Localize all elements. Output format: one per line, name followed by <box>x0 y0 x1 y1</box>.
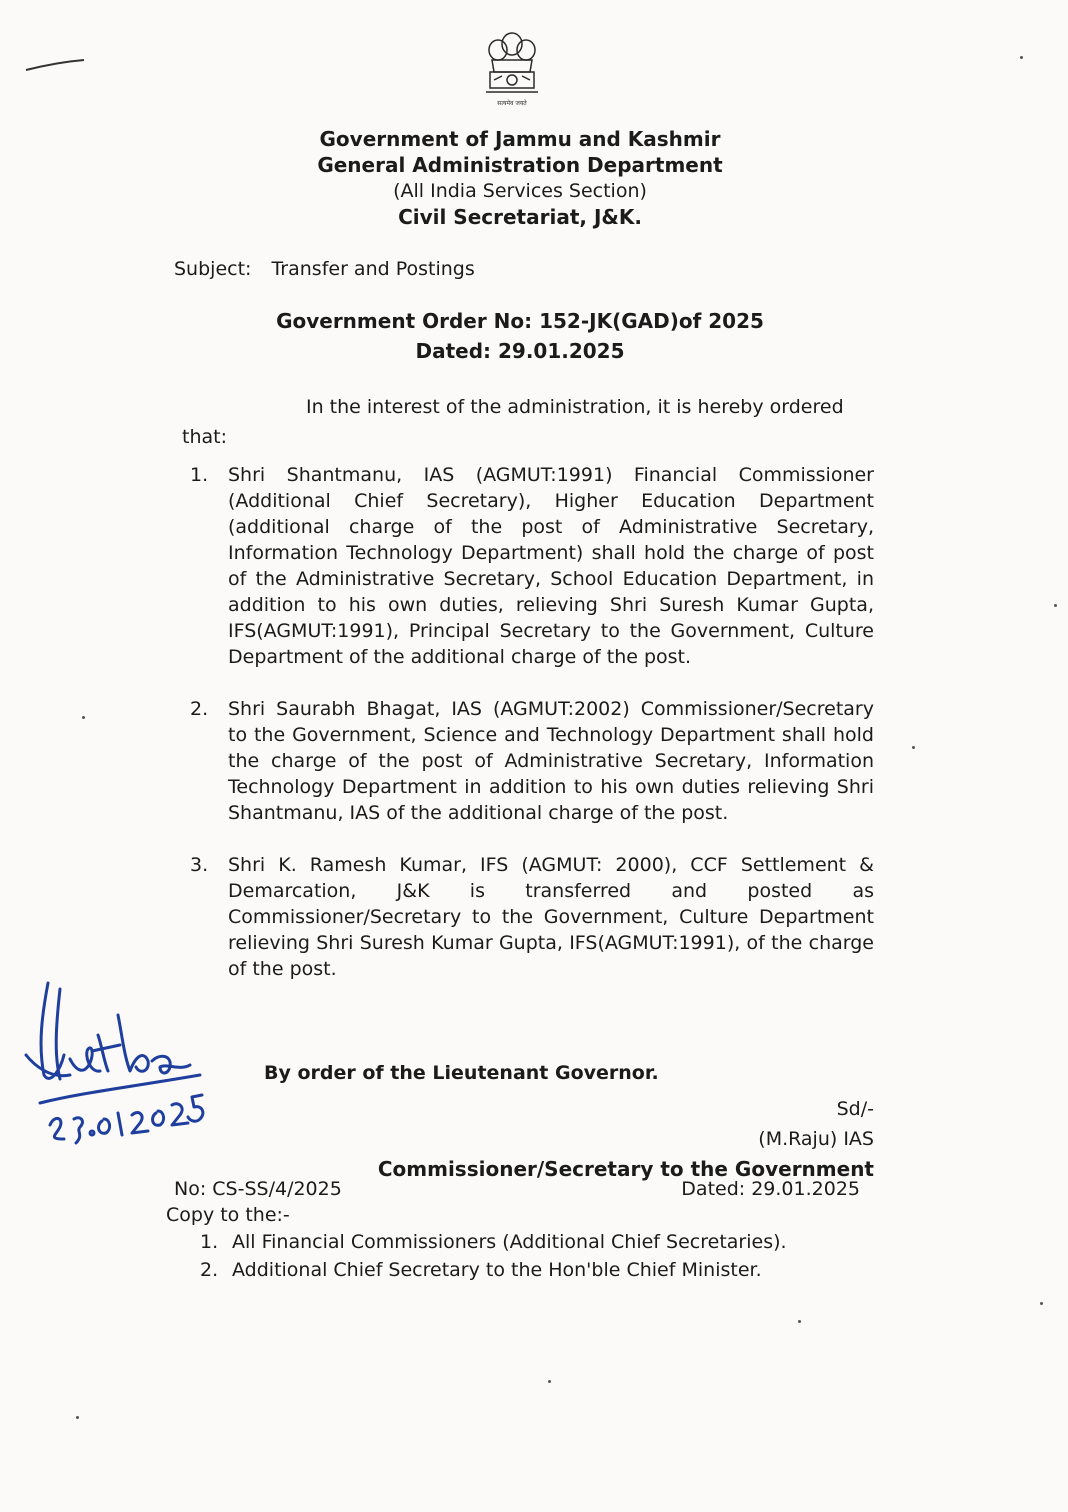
item-number: 2. <box>190 698 209 720</box>
subject-text: Transfer and Postings <box>271 258 475 280</box>
signatory-block <box>378 1094 874 1184</box>
national-emblem-icon <box>478 28 546 110</box>
copy-item-number: 1. <box>200 1231 219 1253</box>
scan-speck <box>1054 604 1057 607</box>
copy-list <box>200 1228 787 1284</box>
scan-speck <box>1020 56 1023 59</box>
section-name: (All India Services Section) <box>393 180 647 202</box>
order-number: Government Order No: 152-JK(GAD)of 2025 <box>276 309 764 333</box>
item-text: Shri K. Ramesh Kumar, IFS (AGMUT: 2000), CCF Settlement & Demarcation, J&K is transferred and posted as Commissioner/Secretary to the Government, Culture Department relieving Shri Suresh Kumar Gupta, IFS(AGMUT:1991), of the charge of the post. <box>228 854 874 980</box>
item-number: 3. <box>190 854 209 876</box>
pen-mark <box>24 58 86 72</box>
order-date: Dated: 29.01.2025 <box>415 339 625 363</box>
scan-speck <box>798 1320 801 1323</box>
handwritten-signature <box>20 975 220 1160</box>
signatory-designation: Commissioner/Secretary to the Government <box>377 1157 874 1181</box>
order-item <box>190 852 874 982</box>
scan-speck <box>912 746 915 749</box>
office-location: Civil Secretariat, J&K. <box>398 205 642 229</box>
scan-speck <box>548 1380 551 1383</box>
copy-heading: Copy to the:- <box>166 1204 290 1226</box>
order-item <box>190 462 874 670</box>
emblem-caption: सत्यमेव जयते <box>497 100 527 107</box>
order-items <box>190 462 874 1008</box>
department-name: General Administration Department <box>317 153 723 177</box>
item-number: 1. <box>190 464 209 486</box>
reference-date: Dated: 29.01.2025 <box>681 1178 860 1200</box>
signatory-name: (M.Raju) IAS <box>758 1128 874 1150</box>
letterhead <box>300 126 740 230</box>
copy-item-number: 2. <box>200 1259 219 1281</box>
authority-line: By order of the Lieutenant Governor. <box>264 1062 659 1084</box>
intro-paragraph <box>182 392 874 452</box>
order-title <box>260 306 780 366</box>
intro-line-2: that: <box>182 426 227 448</box>
item-text: Shri Saurabh Bhagat, IAS (AGMUT:2002) Commissioner/Secretary to the Government, Science and Technology Department shall hold the charge of the post of Administrative Secretary, Information Technology Department in addition to his own duties relieving Shri Shantmanu, IAS of the additional charge of the post. <box>228 698 874 824</box>
scan-speck <box>82 716 85 719</box>
reference-row <box>174 1178 860 1200</box>
order-item <box>190 696 874 826</box>
intro-line-1: In the interest of the administration, it is hereby ordered <box>306 396 844 418</box>
subject-line <box>174 258 475 280</box>
item-text: Shri Shantmanu, IAS (AGMUT:1991) Financial Commissioner (Additional Chief Secretary), Higher Education Department (additional charge of the post of Administrative Secretary, Information Technology Department) shall hold the charge of post of the Administrative Secretary, School Education Department, in addition to his own duties, relieving Shri Suresh Kumar Gupta, IFS(AGMUT:1991), Principal Secretary to the Government, Culture Department of the additional charge of the post. <box>228 464 874 668</box>
subject-label: Subject: <box>174 258 252 280</box>
signed-mark: Sd/- <box>836 1098 874 1120</box>
reference-number: No: CS-SS/4/2025 <box>174 1178 342 1200</box>
copy-item <box>200 1228 787 1256</box>
copy-item-text: All Financial Commissioners (Additional Chief Secretaries). <box>232 1231 787 1253</box>
copy-item-text: Additional Chief Secretary to the Hon'ble Chief Minister. <box>232 1259 762 1281</box>
scan-speck <box>1040 1302 1043 1305</box>
copy-item <box>200 1256 787 1284</box>
government-name: Government of Jammu and Kashmir <box>319 127 721 151</box>
scan-speck <box>76 1416 79 1419</box>
